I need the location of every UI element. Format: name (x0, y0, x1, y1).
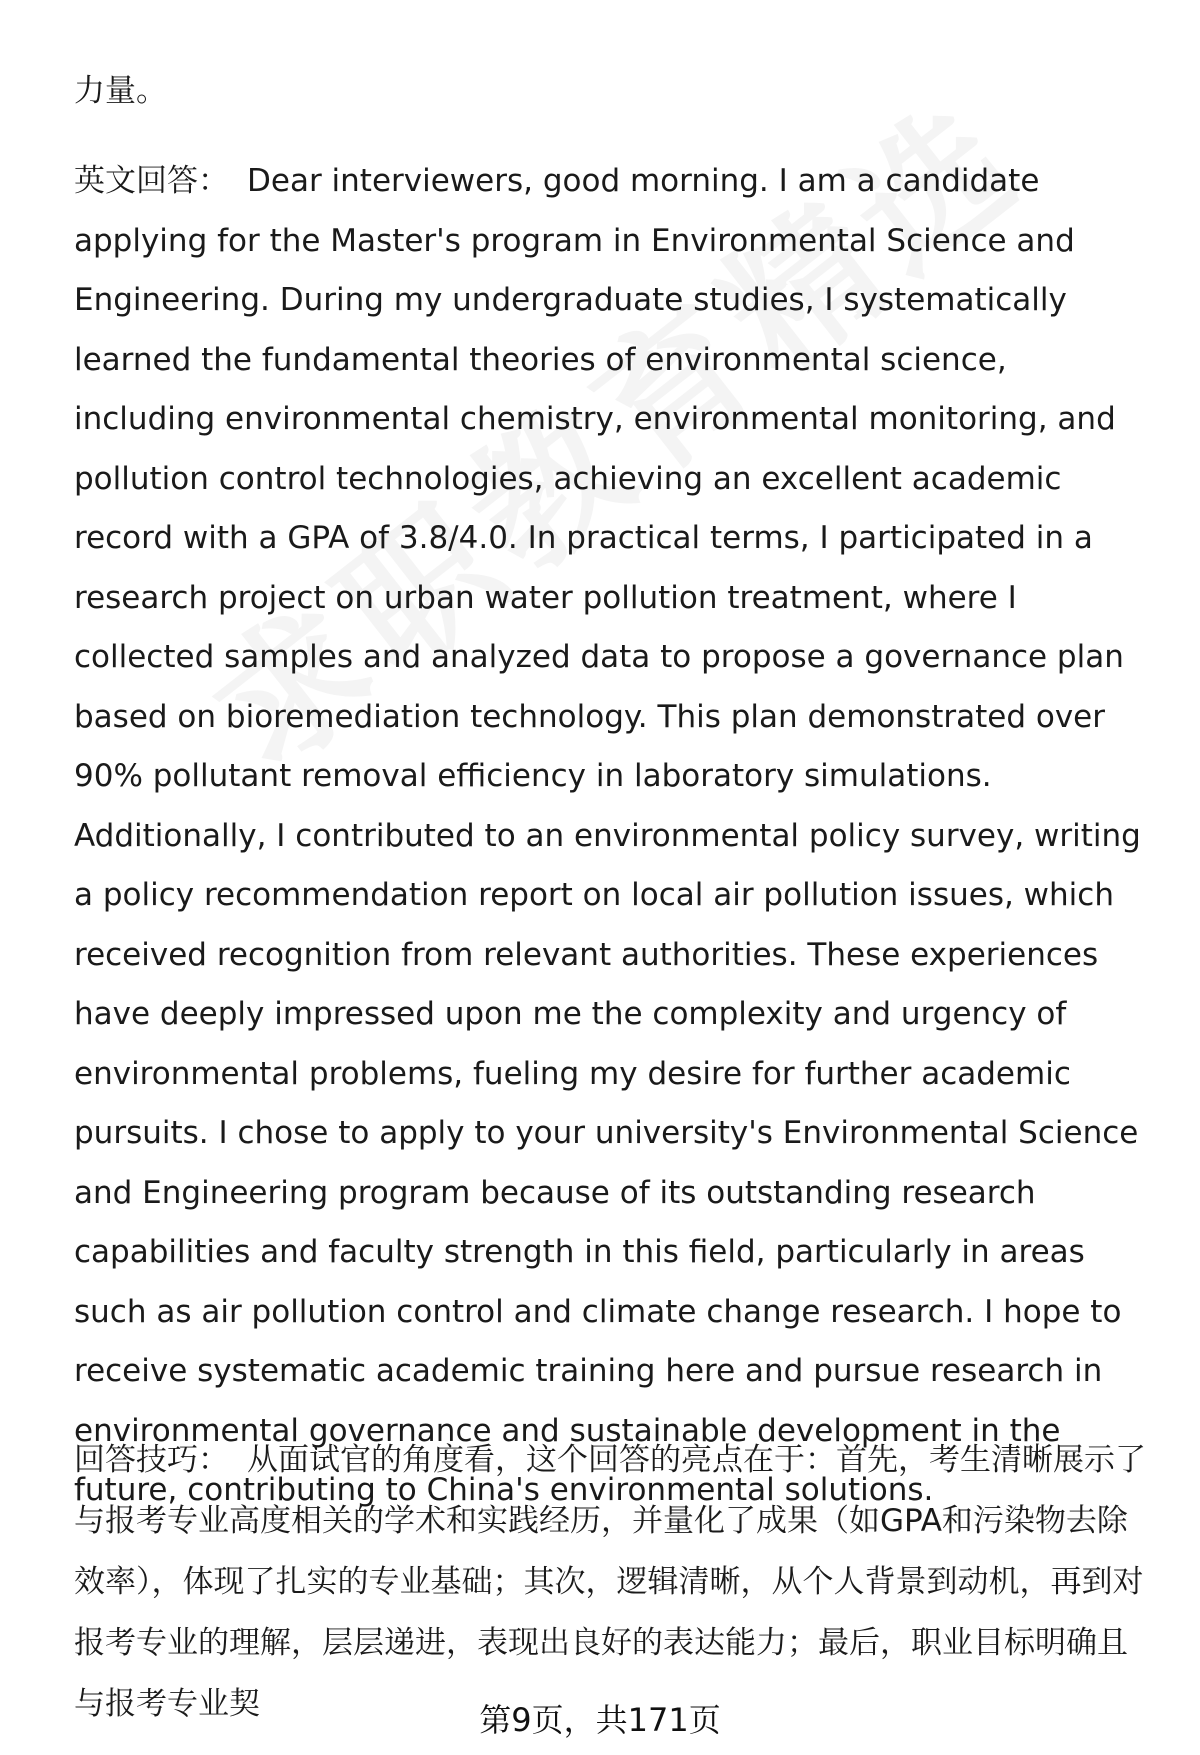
page-number: 第9页，共171页 (479, 1701, 721, 1739)
english-answer-text: Dear interviewers, good morning. I am a candidate applying for the Master's program in Environmental Science and Engineering. During my undergraduate studies, I systematically learned the fundamental theories of environmental science, including environmental chemistry, environmental monitoring, and pollution control technologies, achieving an excellent academic record with a GPA of 3.8/4.0. In practical terms, I participated in a research project on urban water pollution treatment, where I collected samples and analyzed data to propose a governance plan based on bioremediation technology. This plan demonstrated over 90% pollutant removal efficiency in laboratory simulations. Additionally, I contributed to an environmental policy survey, writing a policy recommendation report on local air pollution issues, which received recognition from relevant authorities. These experiences have deeply impressed upon me the complexity and urgency of environmental problems, fueling my desire for further academic pursuits. I chose to apply to your university's Environmental Science and Engineering program because of its outstanding research capabilities and faculty strength in this field, particularly in areas such as air pollution control and climate change research. I hope to receive systematic academic training here and pursue research in environmental governance and sustainable development in the future, contributing to China's environmental solutions. (74, 163, 1141, 1508)
answer-tips-text: 从面试官的角度看，这个回答的亮点在于：首先，考生清晰展示了与报考专业高度相关的学术和实践经历，并量化了成果（如GPA和污染物去除效率），体现了扎实的专业基础；其次，逻辑清晰，从个人背景到动机，再到对报考专业的理解，层层递进，表现出良好的表达能力；最后，职业目标明确且与报考专业契 (74, 1442, 1146, 1722)
answer-tips-label: 回答技巧： (74, 1442, 229, 1478)
english-answer-label: 英文回答： (74, 163, 229, 199)
english-answer-section (74, 152, 1154, 1521)
answer-tips-section (74, 1430, 1154, 1735)
previous-text-fragment: 力量。 (74, 73, 167, 109)
